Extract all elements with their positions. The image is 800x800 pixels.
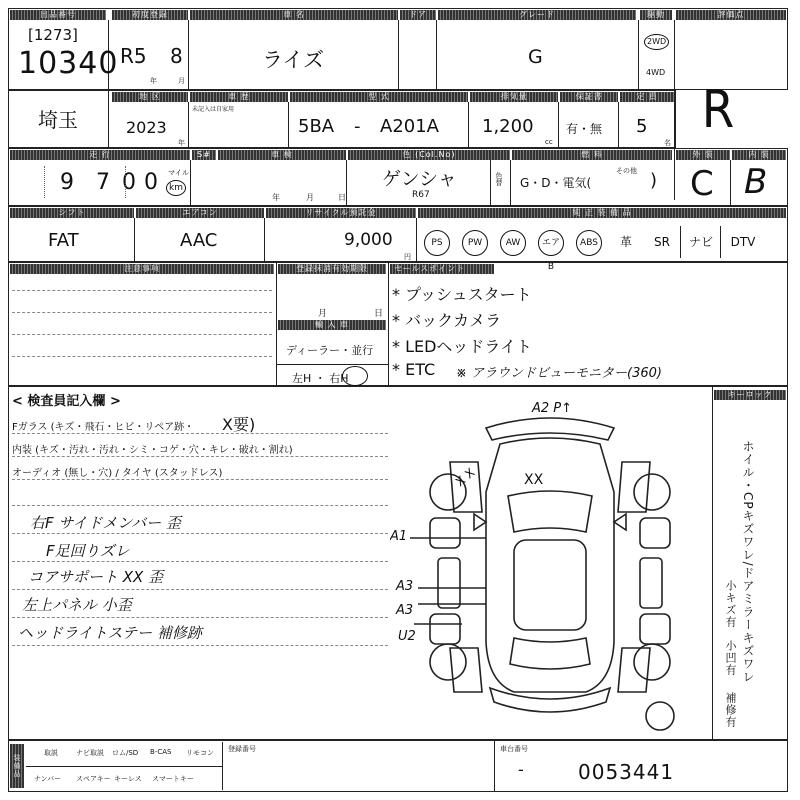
- sales-point: * プッシュスタート: [392, 285, 532, 304]
- month-unit: 月: [178, 77, 185, 85]
- inspection-sub: 未記入は自家用: [192, 106, 235, 113]
- interior-line: 内装 (キズ・汚れ・汚れ・シミ・コゲ・穴・キレ・破れ・割れ): [12, 445, 293, 456]
- doors-label: ドア: [400, 10, 436, 20]
- side-vertical-sub: 補修有: [724, 692, 737, 728]
- mileage-digit: 0: [122, 170, 136, 195]
- dotted-line: [12, 505, 388, 506]
- hand-note: 右F サイドメンバー 歪: [30, 514, 181, 532]
- color-value: ゲンシャ: [382, 168, 457, 190]
- recycle-label: リサイクル預託金: [266, 208, 416, 218]
- divider: [188, 102, 189, 148]
- sales-point: * バックカメラ: [392, 311, 502, 330]
- hand-note: コアサポート XX 歪: [28, 568, 164, 586]
- mileage-digit: 7: [96, 170, 110, 195]
- drive-2wd: 2WD: [644, 34, 669, 50]
- audio-line: オーディオ (無し・穴) / タイヤ (スタッドレス): [12, 468, 223, 479]
- equip-navi: ナビ: [680, 226, 721, 258]
- divider: [108, 90, 109, 148]
- interior-value: B: [744, 162, 768, 202]
- dotted-line: [12, 356, 272, 357]
- first-reg-month: 8: [170, 44, 183, 68]
- displacement: 1,200: [482, 116, 534, 137]
- ac-label: エアコン: [136, 208, 264, 218]
- lot-sub-number: [1273]: [28, 26, 78, 44]
- reg-day: 日: [374, 309, 384, 319]
- divider: [490, 160, 491, 206]
- divider: [264, 218, 265, 262]
- fuel-close: ): [650, 170, 658, 191]
- chassis-dash: -: [518, 760, 524, 779]
- equip-dtv: DTV: [720, 226, 765, 258]
- capacity-label: 定 員: [620, 92, 674, 102]
- color-change-label: 色替: [495, 172, 503, 186]
- car-name: ライズ: [262, 48, 325, 72]
- region-label: 地 区: [112, 92, 188, 102]
- shaken-day: 日: [338, 193, 346, 202]
- type-prefix: 5BA: [298, 116, 335, 137]
- interior-label: 内 装: [732, 150, 786, 160]
- diagram-mark-a1: A1: [390, 529, 408, 544]
- divider: [712, 386, 713, 740]
- footer-item: ナビ取説: [76, 749, 104, 757]
- year-unit: 年: [150, 77, 157, 85]
- recycle-value: 9,000: [344, 230, 393, 250]
- dotted-line: [12, 290, 272, 291]
- dotted-line: [12, 589, 388, 590]
- drive-4wd: 4WD: [646, 68, 666, 77]
- dotted-line: [12, 312, 272, 313]
- dotted-line: [12, 645, 388, 646]
- shaken-month: 月: [306, 193, 314, 202]
- sales-point: * LEDヘッドライト: [392, 337, 532, 356]
- fuel-label: 燃 料: [512, 150, 672, 160]
- divider: [288, 102, 289, 148]
- divider: [276, 262, 277, 386]
- equip-ps: PS: [418, 226, 456, 258]
- sales-handwritten: ※ アラウンドビューモニター(360): [456, 366, 662, 381]
- divider: [494, 740, 495, 792]
- divider: [188, 20, 189, 90]
- equip-sunroof: SR: [654, 235, 670, 249]
- divider: [276, 364, 388, 365]
- capacity-value: 5: [636, 116, 648, 137]
- warranty-value: 有・無: [566, 122, 603, 136]
- footer-item: 取説: [44, 749, 58, 757]
- import-label: 輸 入 車: [278, 320, 386, 330]
- grade-label: グレード: [438, 10, 636, 20]
- footer-item: ロム/SD: [112, 749, 139, 757]
- diagram-mark-a3: A3: [396, 603, 414, 618]
- first-reg-label: 初度登録: [112, 10, 188, 20]
- dotted-line: [12, 617, 388, 618]
- dotted-line: [12, 456, 388, 457]
- displacement-label: 排気量: [470, 92, 558, 102]
- divider: [416, 218, 417, 262]
- dotted-line: [12, 479, 388, 480]
- footer-item: B-CAS: [150, 748, 172, 756]
- score-label: 評価点: [676, 10, 786, 20]
- capacity-unit: 名: [664, 139, 671, 147]
- diagram-fender-mark: X X: [452, 465, 478, 490]
- dotted-line: [12, 533, 388, 534]
- divider: [388, 262, 389, 386]
- fuel-value: G・D・電気(: [520, 176, 592, 190]
- divider: [510, 160, 511, 206]
- chassis-number: 0053441: [578, 760, 675, 784]
- hand-note: F足回りズレ: [46, 542, 130, 560]
- chassis-label: 車台番号: [500, 745, 528, 753]
- type-label: 型 式: [290, 92, 468, 102]
- reg-month: 月: [318, 309, 328, 319]
- dotted-line: [12, 433, 388, 434]
- diagram-top-note: A2 P↑: [532, 401, 573, 416]
- equip-aw: AW: [494, 226, 532, 258]
- dotted-line: [12, 561, 388, 562]
- shaken-year: 年: [272, 193, 280, 202]
- exterior-label: 外 装: [676, 150, 730, 160]
- color-number: R67: [412, 190, 430, 200]
- mileage-digit: 9: [60, 170, 74, 195]
- color-label: 色 (Col.No): [348, 150, 510, 160]
- shift-label: シフト: [10, 208, 134, 218]
- model-year: 2023: [126, 118, 167, 137]
- rhd-circle: [342, 366, 368, 386]
- reg-no-label: 登録番号: [228, 745, 256, 753]
- equip-airbag: エアB: [532, 226, 570, 258]
- car-name-label: 車 名: [190, 10, 398, 20]
- diagram-roof-mark: XX: [524, 472, 544, 488]
- side-vertical-sub: 小凹有: [724, 640, 737, 676]
- mileage-digit: 0: [144, 170, 158, 195]
- hand-note: ヘッドライトステー 補修跡: [18, 624, 202, 642]
- cc-unit: cc: [545, 138, 553, 146]
- mileage-label: 走 行: [10, 150, 190, 160]
- car-diagram: [390, 392, 712, 738]
- score-value: R: [701, 80, 735, 140]
- footer-side-label: 装備品: [10, 744, 24, 788]
- divider: [618, 102, 619, 148]
- glass-hand: X要): [222, 415, 256, 434]
- side-vertical-main: ホイル・CPキズワレ/ドアミラーキズワレ: [741, 440, 755, 684]
- equip-abs: ABS: [570, 226, 608, 258]
- hand-note: 左上パネル 小歪: [22, 596, 132, 614]
- dealer-option: ディーラー・並行: [286, 344, 374, 357]
- km-unit: km: [166, 180, 186, 196]
- divider: [730, 160, 731, 206]
- glass-line: Fガラス (キズ・飛石・ヒビ・リペア跡・: [12, 422, 195, 433]
- divider: [346, 160, 347, 206]
- equip-label: 純 正 装 備 品: [418, 208, 786, 218]
- footer-item: リモコン: [186, 749, 214, 757]
- divider: [638, 20, 639, 90]
- footer-item: ナンバー: [34, 775, 62, 783]
- ac-value: AAC: [180, 230, 218, 251]
- handle-option: 左H ・ 右H: [292, 372, 349, 385]
- exterior-value: C: [690, 164, 714, 204]
- first-reg-era: R5: [120, 44, 147, 68]
- shaken-label: 車 検: [218, 150, 346, 160]
- sales-label: セールスポイント: [390, 264, 494, 274]
- divider: [398, 20, 399, 90]
- type-model: A201A: [380, 116, 439, 137]
- reg-deadline-label: 登録抹消有効期限: [278, 264, 386, 274]
- digit-separator: [44, 166, 126, 198]
- type-dash: -: [354, 116, 361, 137]
- sharp-label: S#: [192, 150, 216, 160]
- inspector-title: < 検査員記入欄 >: [12, 394, 121, 409]
- divider: [468, 102, 469, 148]
- divider: [436, 20, 437, 90]
- equip-leather: 革: [619, 235, 632, 249]
- dotted-line: [12, 334, 272, 335]
- divider: [558, 102, 559, 148]
- warranty-label: 保証書: [560, 92, 618, 102]
- footer-item: スマートキー: [152, 775, 194, 783]
- grade: G: [528, 46, 543, 68]
- footer-item: キーレス: [114, 775, 142, 783]
- divider: [190, 160, 191, 206]
- diagram-mark-a3: A3: [396, 579, 414, 594]
- mile-unit: マイル: [168, 169, 189, 177]
- diagram-mark-u2: U2: [398, 629, 416, 644]
- side-vertical-sub: 小キズ有: [724, 580, 737, 628]
- divider: [134, 218, 135, 262]
- model-year-unit: 年: [178, 139, 185, 147]
- region-value: 埼玉: [38, 108, 78, 132]
- shift-value: FAT: [48, 230, 79, 251]
- sales-point: * ETC: [392, 360, 436, 379]
- lot-label: 出品番号: [10, 10, 106, 20]
- caution-label: 注意事項: [10, 264, 274, 274]
- drive-label: 駆動: [640, 10, 672, 20]
- equip-pw: PW: [456, 226, 494, 258]
- keys-label: キーロック: [714, 390, 786, 400]
- lot-number: 10340: [18, 46, 119, 81]
- footer-item: スペアキー: [76, 775, 111, 783]
- fuel-other: その他: [616, 167, 637, 175]
- yen-unit: 円: [404, 253, 411, 261]
- inspection-label: 車 歴: [190, 92, 288, 102]
